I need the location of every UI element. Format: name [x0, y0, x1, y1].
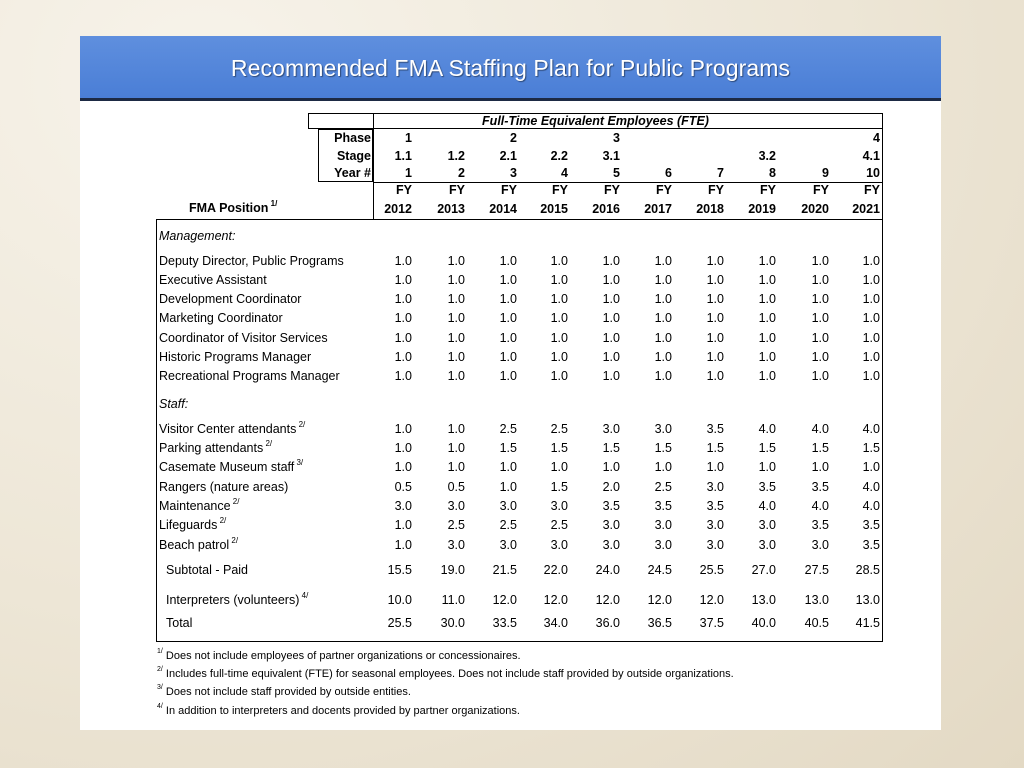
management-value-cell: 1.0 — [758, 292, 776, 306]
title-bar — [80, 36, 941, 101]
footnote-mark: 2/ — [157, 666, 163, 674]
management-value-cell: 1.0 — [862, 369, 880, 383]
total-value-cell: 36.0 — [595, 616, 620, 630]
management-value-cell: 1.0 — [499, 273, 517, 287]
staff-value-cell: 3.0 — [758, 538, 776, 552]
footnote-ref: 2/ — [296, 419, 306, 429]
staff-value-cell: 1.5 — [654, 441, 672, 455]
row-label-text: Coordinator of Visitor Services — [159, 331, 328, 345]
fiscal-year-cell: 2020 — [801, 202, 829, 216]
subtotal-value-cell: 15.5 — [387, 563, 412, 577]
management-value-cell: 1.0 — [394, 273, 412, 287]
phase-cell: 3 — [613, 131, 620, 145]
management-value-cell: 1.0 — [811, 350, 829, 364]
management-value-cell: 1.0 — [447, 273, 465, 287]
management-section-label: Management: — [159, 229, 236, 243]
management-value-cell: 1.0 — [706, 273, 724, 287]
staff-value-cell: 2.5 — [499, 518, 517, 532]
staff-value-cell: 1.5 — [499, 441, 517, 455]
staff-value-cell: 1.0 — [654, 460, 672, 474]
staff-value-cell: 2.5 — [550, 422, 568, 436]
staff-value-cell: 3.0 — [706, 518, 724, 532]
fiscal-year-cell: 2012 — [384, 202, 412, 216]
staff-value-cell: 2.5 — [550, 518, 568, 532]
fy-label-cell: FY — [864, 183, 880, 197]
footnote-ref: 2/ — [229, 535, 239, 545]
footnote-1 — [157, 650, 521, 662]
staff-value-cell: 3.5 — [862, 518, 880, 532]
management-value-cell: 1.0 — [758, 369, 776, 383]
label-column-divider — [373, 113, 374, 219]
row-label-text: Visitor Center attendants — [159, 422, 297, 436]
stage-cell: 2.2 — [550, 149, 568, 163]
management-row-label — [159, 254, 344, 268]
staff-value-cell: 3.5 — [706, 499, 724, 513]
fy-label-cell: FY — [708, 183, 724, 197]
year-number-cell: 7 — [717, 166, 724, 180]
staff-value-cell: 4.0 — [862, 499, 880, 513]
staff-value-cell: 1.0 — [499, 460, 517, 474]
staff-value-cell: 4.0 — [811, 422, 829, 436]
management-value-cell: 1.0 — [499, 292, 517, 306]
staff-value-cell: 1.0 — [394, 460, 412, 474]
phase-cell: 1 — [405, 131, 412, 145]
fma-position-header — [189, 198, 278, 215]
footnote-ref: 4/ — [299, 590, 309, 600]
footnote-ref: 3/ — [294, 457, 304, 467]
total-value-cell: 36.5 — [647, 616, 672, 630]
management-value-cell: 1.0 — [550, 254, 568, 268]
staff-value-cell: 3.0 — [758, 518, 776, 532]
management-value-cell: 1.0 — [706, 331, 724, 345]
staff-value-cell: 3.5 — [602, 499, 620, 513]
staff-value-cell: 1.5 — [862, 441, 880, 455]
year-number-cell: 3 — [510, 166, 517, 180]
interpreters-value-cell: 10.0 — [387, 593, 412, 607]
total-value-cell: 25.5 — [387, 616, 412, 630]
year-number-cell: 5 — [613, 166, 620, 180]
staff-value-cell: 3.0 — [447, 538, 465, 552]
fy-label-cell: FY — [552, 183, 568, 197]
management-value-cell: 1.0 — [862, 311, 880, 325]
stage-cell: 3.2 — [758, 149, 776, 163]
staff-row-label — [159, 457, 304, 474]
management-value-cell: 1.0 — [499, 369, 517, 383]
staff-value-cell: 3.0 — [550, 499, 568, 513]
staff-value-cell: 0.5 — [394, 480, 412, 494]
staff-value-cell: 3.0 — [706, 480, 724, 494]
management-value-cell: 1.0 — [394, 292, 412, 306]
management-value-cell: 1.0 — [706, 369, 724, 383]
year-number-cell: 1 — [405, 166, 412, 180]
total-value-cell: 40.5 — [804, 616, 829, 630]
fiscal-year-cell: 2017 — [644, 202, 672, 216]
phase-cell: 4 — [873, 131, 880, 145]
staff-value-cell: 1.5 — [811, 441, 829, 455]
subtotal-row-label — [166, 563, 248, 577]
subtotal-value-cell: 22.0 — [543, 563, 568, 577]
management-value-cell: 1.0 — [550, 273, 568, 287]
row-label-stage: Stage — [336, 149, 371, 163]
staff-value-cell: 3.0 — [550, 538, 568, 552]
row-label-year: Year # — [334, 166, 371, 180]
footnote-mark: 1/ — [157, 648, 163, 656]
year-number-cell: 9 — [822, 166, 829, 180]
total-value-cell: 40.0 — [751, 616, 776, 630]
management-value-cell: 1.0 — [499, 311, 517, 325]
year-number-cell: 4 — [561, 166, 568, 180]
management-value-cell: 1.0 — [447, 311, 465, 325]
management-value-cell: 1.0 — [862, 254, 880, 268]
management-value-cell: 1.0 — [602, 254, 620, 268]
fiscal-year-cell: 2019 — [748, 202, 776, 216]
staff-value-cell: 1.0 — [758, 460, 776, 474]
management-value-cell: 1.0 — [654, 254, 672, 268]
fiscal-year-cell: 2018 — [696, 202, 724, 216]
management-value-cell: 1.0 — [550, 369, 568, 383]
staff-row-label — [159, 480, 288, 494]
footnote-3 — [157, 686, 411, 698]
staff-row-label — [159, 515, 227, 532]
staff-value-cell: 3.0 — [654, 518, 672, 532]
row-label-text: Recreational Programs Manager — [159, 369, 340, 383]
fiscal-year-cell: 2015 — [540, 202, 568, 216]
subtotal-value-cell: 28.5 — [855, 563, 880, 577]
fy-label-cell: FY — [813, 183, 829, 197]
management-value-cell: 1.0 — [654, 273, 672, 287]
footnote-text: Includes full-time equivalent (FTE) for seasonal employees. Does not include staff provided by outside organizations. — [162, 668, 734, 680]
staff-value-cell: 1.5 — [550, 480, 568, 494]
slide — [80, 36, 941, 730]
stage-cell: 4.1 — [862, 149, 880, 163]
subtotal-value-cell: 24.5 — [647, 563, 672, 577]
staff-value-cell: 1.0 — [394, 538, 412, 552]
management-value-cell: 1.0 — [447, 350, 465, 364]
row-label-text: Total — [166, 616, 193, 630]
footnote-text: Does not include employees of partner organizations or concessionaires. — [162, 650, 521, 662]
interpreters-value-cell: 12.0 — [492, 593, 517, 607]
management-value-cell: 1.0 — [499, 350, 517, 364]
staff-value-cell: 3.5 — [811, 480, 829, 494]
staff-value-cell: 3.0 — [706, 538, 724, 552]
staff-row-label — [159, 419, 306, 436]
staff-value-cell: 1.5 — [706, 441, 724, 455]
management-row-label — [159, 292, 301, 306]
staff-value-cell: 2.0 — [602, 480, 620, 494]
staff-value-cell: 1.5 — [602, 441, 620, 455]
management-value-cell: 1.0 — [654, 331, 672, 345]
fiscal-year-cell: 2021 — [852, 202, 880, 216]
staff-value-cell: 0.5 — [447, 480, 465, 494]
management-value-cell: 1.0 — [706, 292, 724, 306]
staff-row-label — [159, 496, 240, 513]
management-value-cell: 1.0 — [862, 350, 880, 364]
management-value-cell: 1.0 — [394, 311, 412, 325]
staff-value-cell: 1.0 — [862, 460, 880, 474]
fy-label-cell: FY — [449, 183, 465, 197]
management-value-cell: 1.0 — [654, 369, 672, 383]
slide-title: Recommended FMA Staffing Plan for Public Programs — [230, 55, 791, 81]
management-value-cell: 1.0 — [394, 331, 412, 345]
management-value-cell: 1.0 — [862, 331, 880, 345]
row-label-text: Historic Programs Manager — [159, 350, 312, 364]
fy-label-cell: FY — [501, 183, 517, 197]
footnote-ref: 2/ — [217, 515, 227, 525]
management-value-cell: 1.0 — [654, 350, 672, 364]
interpreters-value-cell: 13.0 — [855, 593, 880, 607]
management-value-cell: 1.0 — [602, 273, 620, 287]
row-label-text: Maintenance — [159, 499, 231, 513]
management-value-cell: 1.0 — [758, 254, 776, 268]
staff-value-cell: 3.5 — [706, 422, 724, 436]
staff-value-cell: 3.0 — [499, 499, 517, 513]
management-value-cell: 1.0 — [811, 369, 829, 383]
management-row-label — [159, 273, 267, 287]
staff-value-cell: 3.0 — [447, 499, 465, 513]
footnote-4 — [157, 705, 520, 717]
row-label-text: Subtotal - Paid — [166, 563, 248, 577]
staff-value-cell: 1.0 — [447, 460, 465, 474]
management-value-cell: 1.0 — [758, 273, 776, 287]
management-value-cell: 1.0 — [706, 311, 724, 325]
staff-section-label: Staff: — [159, 397, 189, 411]
staff-value-cell: 1.5 — [550, 441, 568, 455]
row-label-text: Rangers (nature areas) — [159, 480, 289, 494]
footnote-2 — [157, 668, 734, 680]
staff-value-cell: 4.0 — [758, 499, 776, 513]
management-value-cell: 1.0 — [602, 292, 620, 306]
management-value-cell: 1.0 — [811, 292, 829, 306]
subtotal-value-cell: 27.0 — [751, 563, 776, 577]
footnote-mark: 3/ — [157, 684, 163, 692]
year-number-cell: 10 — [866, 166, 880, 180]
management-value-cell: 1.0 — [499, 331, 517, 345]
management-value-cell: 1.0 — [394, 350, 412, 364]
management-value-cell: 1.0 — [758, 311, 776, 325]
management-value-cell: 1.0 — [602, 311, 620, 325]
stage-cell: 3.1 — [602, 149, 620, 163]
year-number-cell: 2 — [458, 166, 465, 180]
fy-label-cell: FY — [396, 183, 412, 197]
interpreters-value-cell: 13.0 — [751, 593, 776, 607]
management-value-cell: 1.0 — [758, 331, 776, 345]
row-label-text: Lifeguards — [159, 518, 218, 532]
staff-value-cell: 3.0 — [811, 538, 829, 552]
interpreters-value-cell: 12.0 — [647, 593, 672, 607]
footnote-ref: 2/ — [230, 496, 240, 506]
total-value-cell: 34.0 — [543, 616, 568, 630]
staff-value-cell: 1.0 — [499, 480, 517, 494]
phase-cell: 2 — [510, 131, 517, 145]
staff-value-cell: 1.5 — [758, 441, 776, 455]
subtotal-value-cell: 21.5 — [492, 563, 517, 577]
management-value-cell: 1.0 — [654, 292, 672, 306]
staff-value-cell: 1.0 — [550, 460, 568, 474]
row-label-text: Interpreters (volunteers) — [166, 593, 300, 607]
stage-cell: 1.2 — [447, 149, 465, 163]
fy-label-cell: FY — [604, 183, 620, 197]
management-value-cell: 1.0 — [811, 254, 829, 268]
interpreters-value-cell: 12.0 — [543, 593, 568, 607]
management-value-cell: 1.0 — [654, 311, 672, 325]
total-value-cell: 37.5 — [699, 616, 724, 630]
staff-value-cell: 1.0 — [447, 441, 465, 455]
staff-value-cell: 1.0 — [706, 460, 724, 474]
interpreters-row-label — [166, 590, 309, 607]
management-value-cell: 1.0 — [602, 350, 620, 364]
row-label-text: Parking attendants — [159, 441, 264, 455]
management-value-cell: 1.0 — [447, 331, 465, 345]
footnote-mark: 4/ — [157, 703, 163, 711]
row-label-text: Marketing Coordinator — [159, 311, 283, 325]
management-value-cell: 1.0 — [758, 350, 776, 364]
staff-value-cell: 3.0 — [499, 538, 517, 552]
staff-value-cell: 1.0 — [811, 460, 829, 474]
footnote-text: Does not include staff provided by outside entities. — [162, 686, 411, 698]
row-label-phase: Phase — [334, 131, 371, 145]
subtotal-value-cell: 24.0 — [595, 563, 620, 577]
footnote-ref: 2/ — [263, 438, 273, 448]
management-value-cell: 1.0 — [862, 273, 880, 287]
subtotal-value-cell: 19.0 — [440, 563, 465, 577]
row-label-text: Development Coordinator — [159, 292, 302, 306]
interpreters-value-cell: 13.0 — [804, 593, 829, 607]
fiscal-year-cell: 2014 — [489, 202, 517, 216]
staff-value-cell: 4.0 — [758, 422, 776, 436]
management-value-cell: 1.0 — [550, 292, 568, 306]
year-number-cell: 6 — [665, 166, 672, 180]
row-label-text: Casemate Museum staff — [159, 460, 295, 474]
management-value-cell: 1.0 — [811, 311, 829, 325]
staff-value-cell: 4.0 — [862, 422, 880, 436]
management-row-label — [159, 331, 328, 345]
staff-value-cell: 3.0 — [394, 499, 412, 513]
staff-value-cell: 1.0 — [602, 460, 620, 474]
staff-value-cell: 1.0 — [394, 441, 412, 455]
staff-row-label — [159, 438, 273, 455]
staff-value-cell: 1.0 — [447, 422, 465, 436]
staff-value-cell: 4.0 — [811, 499, 829, 513]
row-label-text: Deputy Director, Public Programs — [159, 254, 344, 268]
staff-value-cell: 3.5 — [811, 518, 829, 532]
management-value-cell: 1.0 — [550, 331, 568, 345]
staff-value-cell: 3.5 — [862, 538, 880, 552]
management-value-cell: 1.0 — [394, 254, 412, 268]
fy-label-cell: FY — [656, 183, 672, 197]
management-value-cell: 1.0 — [447, 254, 465, 268]
fy-label-cell: FY — [760, 183, 776, 197]
total-value-cell: 30.0 — [440, 616, 465, 630]
footnote-text: In addition to interpreters and docents provided by partner organizations. — [162, 705, 520, 717]
management-value-cell: 1.0 — [706, 254, 724, 268]
staff-row-label — [159, 535, 239, 552]
subtotal-value-cell: 25.5 — [699, 563, 724, 577]
management-value-cell: 1.0 — [602, 369, 620, 383]
staff-value-cell: 3.0 — [654, 422, 672, 436]
management-value-cell: 1.0 — [394, 369, 412, 383]
staff-value-cell: 3.0 — [602, 518, 620, 532]
row-label-text: Executive Assistant — [159, 273, 267, 287]
fte-super-header: Full-Time Equivalent Employees (FTE) — [482, 114, 709, 128]
management-row-label — [159, 311, 283, 325]
management-value-cell: 1.0 — [550, 311, 568, 325]
year-number-cell: 8 — [769, 166, 776, 180]
stage-cell: 2.1 — [499, 149, 517, 163]
management-value-cell: 1.0 — [862, 292, 880, 306]
staff-value-cell: 1.0 — [394, 422, 412, 436]
stage-cell: 1.1 — [394, 149, 412, 163]
subtotal-value-cell: 27.5 — [804, 563, 829, 577]
footnote-ref: 1/ — [268, 198, 278, 208]
management-value-cell: 1.0 — [811, 331, 829, 345]
staff-value-cell: 2.5 — [654, 480, 672, 494]
management-row-label — [159, 369, 340, 383]
staff-value-cell: 3.0 — [602, 422, 620, 436]
management-value-cell: 1.0 — [706, 350, 724, 364]
interpreters-value-cell: 11.0 — [441, 593, 465, 607]
staff-value-cell: 1.0 — [394, 518, 412, 532]
management-value-cell: 1.0 — [447, 292, 465, 306]
management-value-cell: 1.0 — [447, 369, 465, 383]
interpreters-value-cell: 12.0 — [699, 593, 724, 607]
total-value-cell: 41.5 — [855, 616, 880, 630]
fma-position-header-text: FMA Position — [189, 201, 269, 215]
management-value-cell: 1.0 — [811, 273, 829, 287]
interpreters-value-cell: 12.0 — [595, 593, 620, 607]
staff-value-cell: 3.5 — [654, 499, 672, 513]
management-value-cell: 1.0 — [499, 254, 517, 268]
total-row-label — [166, 616, 192, 630]
management-row-label — [159, 350, 311, 364]
staff-value-cell: 4.0 — [862, 480, 880, 494]
header-right-border — [882, 129, 883, 219]
staff-value-cell: 2.5 — [447, 518, 465, 532]
staff-value-cell: 3.0 — [654, 538, 672, 552]
management-value-cell: 1.0 — [550, 350, 568, 364]
staff-value-cell: 2.5 — [499, 422, 517, 436]
staff-value-cell: 3.0 — [602, 538, 620, 552]
total-value-cell: 33.5 — [492, 616, 517, 630]
management-value-cell: 1.0 — [602, 331, 620, 345]
fiscal-year-cell: 2013 — [437, 202, 465, 216]
fiscal-year-cell: 2016 — [592, 202, 620, 216]
staff-value-cell: 3.5 — [758, 480, 776, 494]
row-label-text: Beach patrol — [159, 538, 230, 552]
